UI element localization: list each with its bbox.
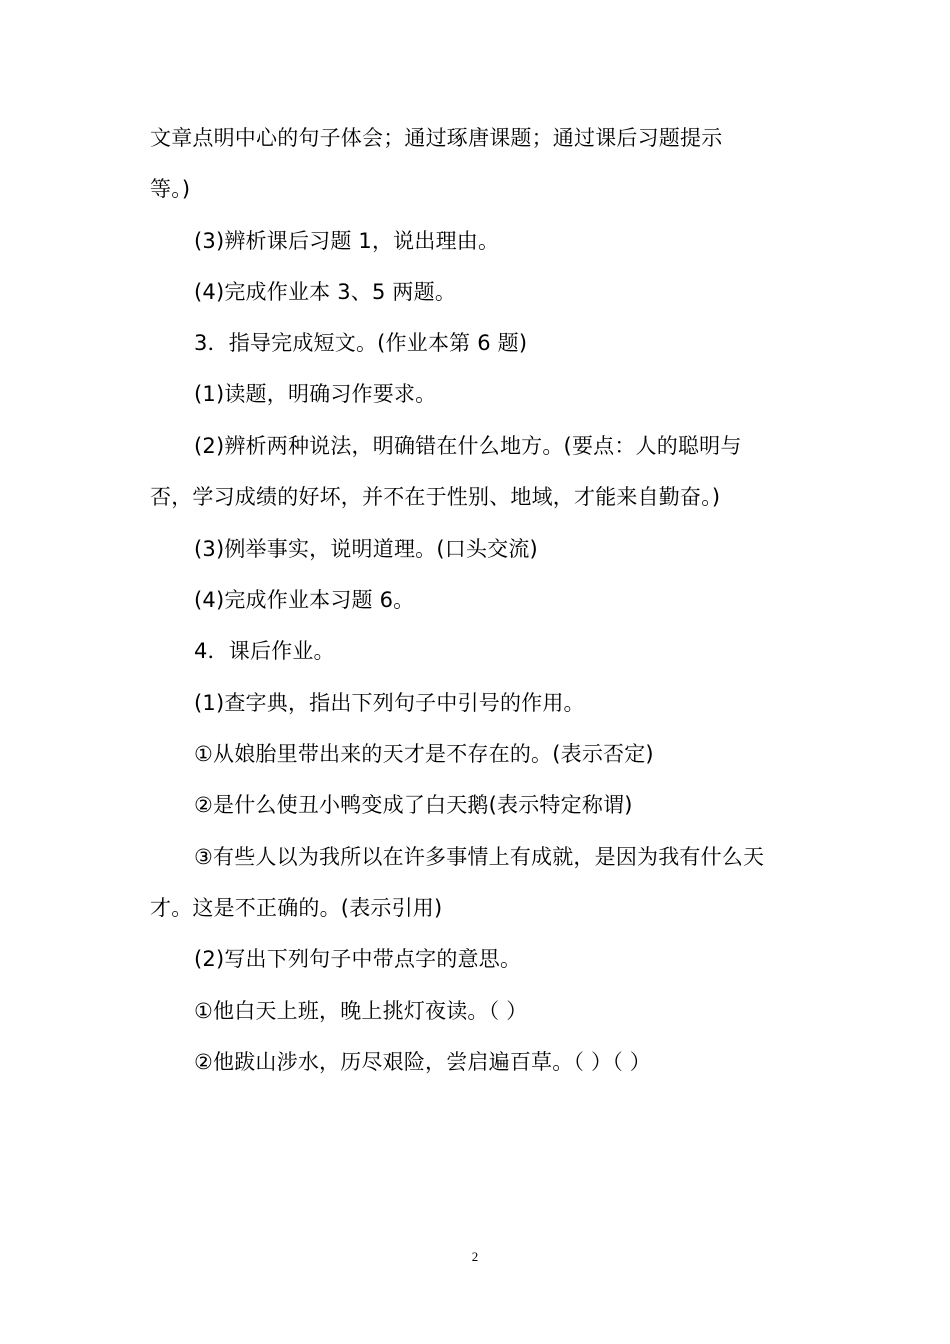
sentence-1: ①从娘胎里带出来的天才是不存在的。(表示否定) [194, 742, 654, 766]
fill-in-sentence-2: ②他跋山涉水，历尽艰险，尝启遍百草。（ ）（ ） [194, 1050, 651, 1074]
item-3-give-examples: (3)例举事实，说明道理。(口头交流) [194, 537, 538, 561]
item-2-analyze-statements: (2)辨析两种说法，明确错在什么地方。(要点：人的聪明与 [194, 434, 742, 458]
item-3-analyze-exercise: (3)辨析课后习题 1，说出理由。 [194, 229, 500, 253]
text-line-continuation-2: 等。) [150, 177, 191, 201]
item-2-continuation: 否，学习成绩的好坏，并不在于性别、地域，才能来自勤奋。) [150, 485, 721, 509]
homework-item-2: (2)写出下列句子中带点字的意思。 [194, 947, 522, 971]
homework-item-1: (1)查字典，指出下列句子中引号的作用。 [194, 691, 585, 715]
item-4-workbook-exercise: (4)完成作业本习题 6。 [194, 588, 415, 612]
section-3-heading: 3．指导完成短文。(作业本第 6 题) [194, 331, 528, 355]
fill-in-sentence-1: ①他白天上班，晚上挑灯夜读。（ ） [194, 999, 528, 1023]
section-4-heading: 4．课后作业。 [194, 639, 335, 663]
item-1-read-question: (1)读题，明确习作要求。 [194, 382, 437, 406]
text-line-continuation-1: 文章点明中心的句子体会；通过琢唐课题；通过课后习题提示 [150, 126, 723, 150]
sentence-3: ③有些人以为我所以在许多事情上有成就，是因为我有什么天 [194, 845, 765, 869]
sentence-3-continuation: 才。这是不正确的。(表示引用) [150, 896, 443, 920]
sentence-2: ②是什么使丑小鸭变成了白天鹅(表示特定称谓) [194, 793, 633, 817]
page-number: 2 [471, 1249, 479, 1264]
item-4-complete-workbook: (4)完成作业本 3、5 两题。 [194, 280, 457, 304]
